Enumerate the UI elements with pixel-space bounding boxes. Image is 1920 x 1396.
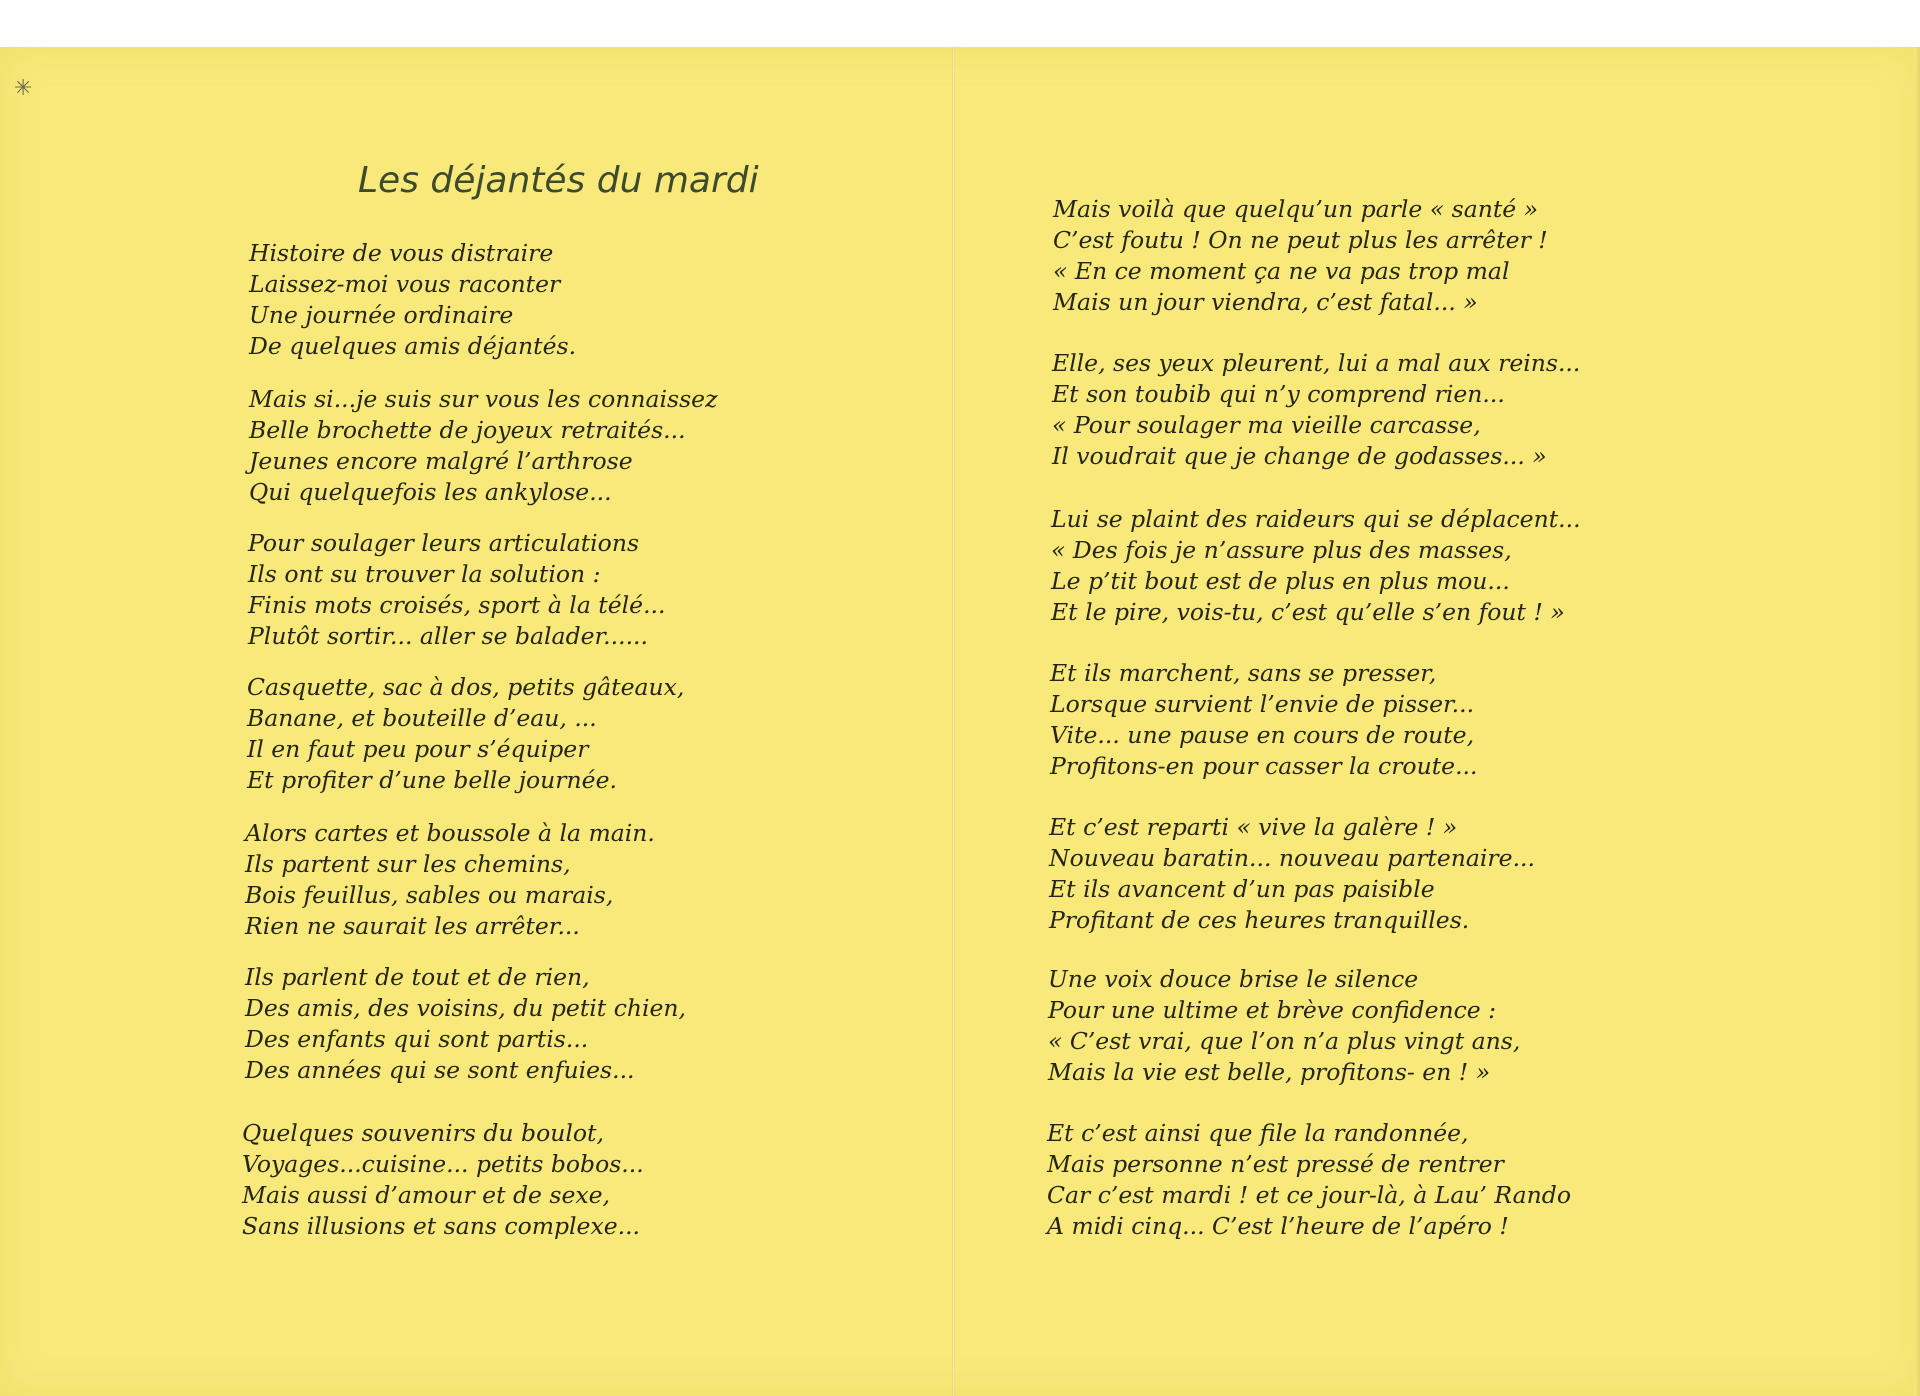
poem-line: Et ils marchent, sans se presser, xyxy=(1050,659,1437,687)
poem-line: Histoire de vous distraire xyxy=(249,239,554,267)
poem-line: Mais si...je suis sur vous les connaissez xyxy=(249,385,718,413)
poem-line: Lui se plaint des raideurs qui se déplacent... xyxy=(1051,505,1581,533)
stanza xyxy=(1050,658,1477,782)
poem-line: Ils ont su trouver la solution : xyxy=(248,560,601,588)
center-fold xyxy=(952,47,955,1396)
poem-line: Elle, ses yeux pleurent, lui a mal aux reins... xyxy=(1052,349,1581,377)
poem-line: Pour une ultime et brève confidence : xyxy=(1048,996,1497,1024)
stanza xyxy=(249,238,576,362)
poem-line: « C’est vrai, que l’on n’a plus vingt ans, xyxy=(1048,1027,1521,1055)
poem-line: Vite... une pause en cours de route, xyxy=(1050,721,1475,749)
poem-line: Casquette, sac à dos, petits gâteaux, xyxy=(247,673,685,701)
poem-line: Alors cartes et boussole à la main. xyxy=(245,819,655,847)
poem-line: Pour soulager leurs articulations xyxy=(248,529,640,557)
stanza xyxy=(1051,504,1581,628)
sheet-edge xyxy=(1914,47,1920,1396)
stanza xyxy=(247,672,684,796)
poem-line: Des années qui se sont enfuies... xyxy=(245,1056,635,1084)
corner-mark: ✳ xyxy=(14,76,33,101)
poem-line: Il en faut peu pour s’équiper xyxy=(247,735,589,763)
poem-line: Voyages...cuisine... petits bobos... xyxy=(242,1150,644,1178)
poem-line: Mais un jour viendra, c’est fatal... » xyxy=(1053,288,1478,316)
poem-line: Une journée ordinaire xyxy=(249,301,514,329)
poem-line: A midi cinq... C’est l’heure de l’apéro ! xyxy=(1047,1212,1509,1240)
stanza xyxy=(1049,812,1535,936)
poem-line: Mais voilà que quelqu’un parle « santé » xyxy=(1053,195,1539,223)
poem-line: Rien ne saurait les arrêter... xyxy=(245,912,580,940)
stanza xyxy=(249,384,717,508)
poem-line: Sans illusions et sans complexe... xyxy=(242,1212,641,1240)
poem-line: Et ils avancent d’un pas paisible xyxy=(1049,875,1435,903)
poem-line: Et c’est ainsi que file la randonnée, xyxy=(1047,1119,1469,1147)
poem-line: Quelques souvenirs du boulot, xyxy=(242,1119,604,1147)
poem-line: Des amis, des voisins, du petit chien, xyxy=(245,994,687,1022)
poem-line: Jeunes encore malgré l’arthrose xyxy=(249,447,633,475)
poem-line: Profitant de ces heures tranquilles. xyxy=(1049,906,1470,934)
poem-line: C’est foutu ! On ne peut plus les arrêter ! xyxy=(1053,226,1548,254)
poem-line: Bois feuillus, sables ou marais, xyxy=(245,881,614,909)
poem-line: Banane, et bouteille d’eau, ... xyxy=(247,704,597,732)
poem-line: Le p’tit bout est de plus en plus mou... xyxy=(1051,567,1510,595)
poem-line: « Des fois je n’assure plus des masses, xyxy=(1051,536,1512,564)
poem-line: Ils parlent de tout et de rien, xyxy=(245,963,590,991)
poem-line: Et le pire, vois-tu, c’est qu’elle s’en fout ! » xyxy=(1051,598,1565,626)
poem-line: Nouveau baratin... nouveau partenaire... xyxy=(1049,844,1535,872)
stanza xyxy=(245,962,686,1086)
poem-line: Mais aussi d’amour et de sexe, xyxy=(242,1181,611,1209)
poem-title: Les déjantés du mardi xyxy=(358,160,759,201)
poem-line: Et c’est reparti « vive la galère ! » xyxy=(1049,813,1458,841)
poem-line: Profitons-en pour casser la croute... xyxy=(1050,752,1478,780)
poem-line: « Pour soulager ma vieille carcasse, xyxy=(1052,411,1481,439)
stanza xyxy=(245,818,655,942)
stanza xyxy=(1047,1118,1571,1242)
stanza xyxy=(1052,348,1580,472)
stanza xyxy=(242,1118,644,1242)
poem-line: Qui quelquefois les ankylose... xyxy=(249,478,612,506)
poem-line: De quelques amis déjantés. xyxy=(249,332,577,360)
poem-line: Et profiter d’une belle journée. xyxy=(247,766,617,794)
poem-line: Ils partent sur les chemins, xyxy=(245,850,571,878)
poem-line: Plutôt sortir... aller se balader...... xyxy=(248,622,648,650)
poem-line: Mais la vie est belle, profitons- en ! » xyxy=(1048,1058,1491,1086)
poem-line: Des enfants qui sont partis... xyxy=(245,1025,589,1053)
poem-line: Finis mots croisés, sport à la télé... xyxy=(248,591,666,619)
stanza xyxy=(1053,194,1548,318)
poem-line: Belle brochette de joyeux retraités... xyxy=(249,416,686,444)
poem-line: Et son toubib qui n’y comprend rien... xyxy=(1052,380,1505,408)
stanza xyxy=(1048,964,1520,1088)
poem-line: « En ce moment ça ne va pas trop mal xyxy=(1053,257,1510,285)
poem-line: Laissez-moi vous raconter xyxy=(249,270,561,298)
stanza xyxy=(248,528,666,652)
poem-line: Lorsque survient l’envie de pisser... xyxy=(1050,690,1475,718)
poem-line: Car c’est mardi ! et ce jour-là, à Lau’ Rando xyxy=(1047,1181,1571,1209)
poem-line: Mais personne n’est pressé de rentrer xyxy=(1047,1150,1504,1178)
poem-line: Une voix douce brise le silence xyxy=(1048,965,1419,993)
poem-line: Il voudrait que je change de godasses... » xyxy=(1052,442,1547,470)
